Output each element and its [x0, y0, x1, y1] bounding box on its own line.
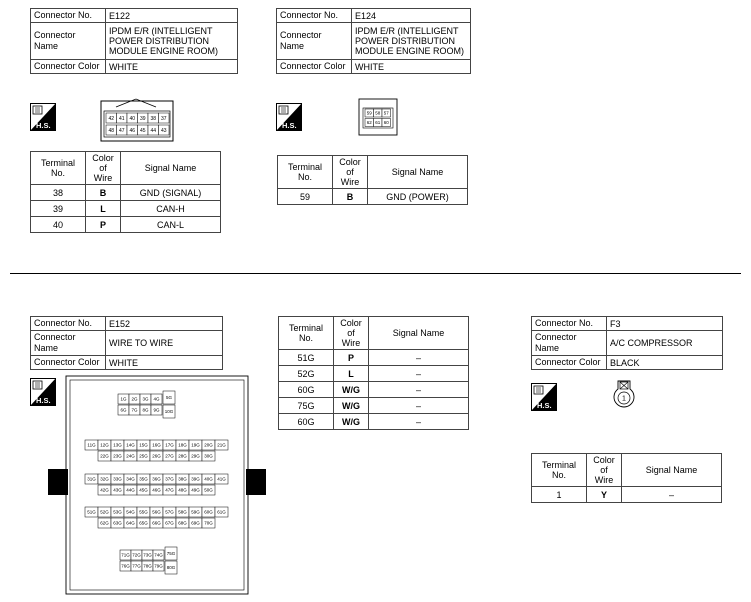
pin-label: 17G [165, 442, 174, 448]
f3-connector-no: F3 [607, 317, 723, 331]
pin-label: 38G [178, 476, 187, 482]
pin-label: 46 [129, 127, 136, 134]
terminal-no: 75G [279, 398, 334, 414]
wire-color: P [86, 217, 121, 233]
e152-connector-face [48, 374, 266, 596]
e152-signal-header: Signal Name [369, 317, 469, 350]
pin-label: 43G [113, 487, 122, 493]
pin-label: 19G [191, 442, 200, 448]
pin-label: 7G [131, 407, 138, 413]
pin-label: 42 [108, 115, 115, 122]
pin-label: 51G [87, 509, 96, 515]
signal-name: GND (SIGNAL) [121, 185, 221, 201]
e124-color-header: Color of Wire [333, 156, 368, 189]
pin-label: 34G [126, 476, 135, 482]
pin-label: 66G [152, 520, 161, 526]
pin-label: 69G [191, 520, 200, 526]
pin-label: 40 [129, 115, 136, 122]
pin-label: 22G [100, 453, 109, 459]
pin-label: 16G [152, 442, 161, 448]
e124-connector-name-label: Connector Name [277, 23, 352, 60]
terminal-row [279, 382, 469, 398]
pin-label: 36G [152, 476, 161, 482]
e152-connector-name: WIRE TO WIRE [106, 331, 223, 356]
pin-label: 37G [165, 476, 174, 482]
pin-label: 64G [126, 520, 135, 526]
e152-connector-info [30, 316, 223, 370]
pin-label: 54G [126, 509, 135, 515]
wire-color: Y [587, 487, 622, 503]
terminal-no: 51G [279, 350, 334, 366]
pin-label: 63G [113, 520, 122, 526]
terminal-no: 38 [31, 185, 86, 201]
pin-label: 48G [178, 487, 187, 493]
e124-connector-no-label: Connector No. [277, 9, 352, 23]
pin-label: 13G [113, 442, 122, 448]
pin-label: 61 [375, 120, 381, 126]
pin-label: 53G [113, 509, 122, 515]
pin-label: 44G [126, 487, 135, 493]
e124-terminal-no-header: Terminal No. [278, 156, 333, 189]
terminal-row [31, 217, 221, 233]
e152-terminal-table [278, 316, 469, 430]
pin-label: 42G [100, 487, 109, 493]
pin-label: 65G [139, 520, 148, 526]
wire-color: B [86, 185, 121, 201]
pin-label: 12G [100, 442, 109, 448]
pin-label: 58 [375, 110, 381, 116]
terminal-row [31, 185, 221, 201]
wire-color: W/G [334, 398, 369, 414]
pin-label: 61G [217, 509, 226, 515]
e124-connector-color: WHITE [352, 60, 471, 74]
e124-connector-info [276, 8, 471, 74]
signal-name: – [369, 366, 469, 382]
pin-label: 47 [118, 127, 125, 134]
wire-color: W/G [334, 382, 369, 398]
pin-label: 45 [139, 127, 146, 134]
pin-label: 77G [132, 563, 141, 569]
f3-terminal-table [531, 453, 722, 503]
terminal-no: 59 [278, 189, 333, 205]
pin-label: 80G [166, 565, 176, 571]
f3-connector-name: A/C COMPRESSOR [607, 331, 723, 356]
e122-terminal-table [30, 151, 221, 233]
pin-label: 38 [150, 115, 157, 122]
pin-label: 26G [152, 453, 161, 459]
pin-label: 29G [191, 453, 200, 459]
pin-label: 20G [204, 442, 213, 448]
signal-name: GND (POWER) [368, 189, 468, 205]
terminal-no: 1 [532, 487, 587, 503]
pin-label: 9G [153, 407, 160, 413]
e122-connector-face [100, 97, 174, 142]
pin-label: 47G [165, 487, 174, 493]
pin-label: 58G [178, 509, 187, 515]
terminal-row [279, 350, 469, 366]
pin-label: 62G [100, 520, 109, 526]
e122-signal-header: Signal Name [121, 152, 221, 185]
pin-label: 30G [204, 453, 213, 459]
e124-terminal-table [277, 155, 468, 205]
pin-label: 35G [139, 476, 148, 482]
pin-label: 45G [139, 487, 148, 493]
pin-label: 55G [139, 509, 148, 515]
pin-label: 28G [178, 453, 187, 459]
wire-color: P [334, 350, 369, 366]
pin-label: 5G [165, 395, 173, 401]
e122-connector-color-label: Connector Color [31, 60, 106, 74]
terminal-row [532, 487, 722, 503]
pin-label: 33G [113, 476, 122, 482]
pin-label: 41G [217, 476, 226, 482]
f3-connector-info [531, 316, 723, 370]
signal-name: – [369, 414, 469, 430]
pin-label: 21G [217, 442, 226, 448]
e152-connector-color: WHITE [106, 356, 223, 370]
pin-label: 59 [366, 110, 372, 116]
pin-label: 4G [153, 396, 160, 402]
hs-icon [30, 103, 56, 131]
e152-connector-color-label: Connector Color [31, 356, 106, 370]
f3-connector-color-label: Connector Color [532, 356, 607, 370]
hs-label: H.S. [282, 121, 297, 130]
e124-connector-color-label: Connector Color [277, 60, 352, 74]
pin-label: 14G [126, 442, 135, 448]
e122-connector-color: WHITE [106, 60, 238, 74]
hs-icon [276, 103, 302, 131]
e152-terminal-no-header: Terminal No. [279, 317, 334, 350]
f3-connector-color: BLACK [607, 356, 723, 370]
terminal-no: 52G [279, 366, 334, 382]
pin-label: 15G [139, 442, 148, 448]
pin-label: 25G [139, 453, 148, 459]
e124-connector-no: E124 [352, 9, 471, 23]
f3-color-header: Color of Wire [587, 454, 622, 487]
pin-label: 18G [178, 442, 187, 448]
pin-label: 11G [87, 442, 96, 448]
e122-connector-info [30, 8, 238, 74]
pin-label: 60G [204, 509, 213, 515]
signal-name: – [369, 398, 469, 414]
f3-connector-name-label: Connector Name [532, 331, 607, 356]
signal-name: – [622, 487, 722, 503]
section-divider [10, 273, 741, 274]
e124-signal-header: Signal Name [368, 156, 468, 189]
e122-connector-name: IPDM E/R (INTELLIGENT POWER DISTRIBUTION MODULE ENGINE ROOM) [106, 23, 238, 60]
signal-name: CAN-L [121, 217, 221, 233]
hs-label: H.S. [36, 396, 51, 405]
pin-label: 56G [152, 509, 161, 515]
pin-label: 62 [366, 120, 372, 126]
e122-connector-name-label: Connector Name [31, 23, 106, 60]
f3-terminal-no-header: Terminal No. [532, 454, 587, 487]
signal-name: – [369, 350, 469, 366]
pin-label: 39G [191, 476, 200, 482]
pin-label: 79G [154, 563, 163, 569]
hs-label: H.S. [537, 401, 552, 410]
pin-label: 76G [121, 563, 130, 569]
pin-label: 39 [139, 115, 146, 122]
e122-terminal-no-header: Terminal No. [31, 152, 86, 185]
f3-connector-face [612, 379, 636, 411]
pin-label: 48 [108, 127, 115, 134]
terminal-no: 60G [279, 382, 334, 398]
e124-connector-face [358, 98, 398, 136]
e122-color-header: Color of Wire [86, 152, 121, 185]
signal-name: – [369, 382, 469, 398]
pin-label: 44 [150, 127, 157, 134]
pin-label: 31G [87, 476, 96, 482]
e152-color-header: Color of Wire [334, 317, 369, 350]
f3-signal-header: Signal Name [622, 454, 722, 487]
pin-label: 32G [100, 476, 109, 482]
hs-label: H.S. [36, 121, 51, 130]
pin-label: 27G [165, 453, 174, 459]
pin-label: 46G [152, 487, 161, 493]
pin-label: 57G [165, 509, 174, 515]
pin-label: 59G [191, 509, 200, 515]
pin-label: 73G [143, 552, 152, 558]
terminal-no: 40 [31, 217, 86, 233]
pin-label: 23G [113, 453, 122, 459]
e152-connector-no-label: Connector No. [31, 317, 106, 331]
pin-label: 72G [132, 552, 141, 558]
pin-label: 52G [100, 509, 109, 515]
pin-label: 1G [120, 396, 127, 402]
terminal-row [279, 398, 469, 414]
pin-label: 6G [120, 407, 127, 413]
hs-icon [531, 383, 557, 411]
e122-connector-no: E122 [106, 9, 238, 23]
e124-connector-name: IPDM E/R (INTELLIGENT POWER DISTRIBUTION MODULE ENGINE ROOM) [352, 23, 471, 60]
terminal-no: 39 [31, 201, 86, 217]
f3-pin-1: 1 [622, 395, 626, 403]
pin-label: 75G [166, 551, 176, 557]
wire-color: L [86, 201, 121, 217]
terminal-row [279, 414, 469, 430]
e122-connector-no-label: Connector No. [31, 9, 106, 23]
wire-color: L [334, 366, 369, 382]
f3-connector-no-label: Connector No. [532, 317, 607, 331]
pin-label: 41 [118, 115, 125, 122]
pin-label: 78G [143, 563, 152, 569]
pin-label: 2G [131, 396, 138, 402]
pin-label: 71G [121, 552, 130, 558]
pin-label: 3G [142, 396, 149, 402]
e152-connector-name-label: Connector Name [31, 331, 106, 356]
pin-label: 67G [165, 520, 174, 526]
pin-label: 8G [142, 407, 149, 413]
pin-label: 24G [126, 453, 135, 459]
terminal-row [279, 366, 469, 382]
pin-label: 57 [383, 110, 389, 116]
wire-color: W/G [334, 414, 369, 430]
terminal-row [31, 201, 221, 217]
pin-label: 68G [178, 520, 187, 526]
terminal-row [278, 189, 468, 205]
pin-label: 60 [383, 120, 389, 126]
pin-label: 49G [191, 487, 200, 493]
e152-connector-no: E152 [106, 317, 223, 331]
pin-label: 10G [164, 409, 174, 415]
pin-label: 43 [160, 127, 167, 134]
pin-label: 74G [154, 552, 163, 558]
pin-label: 40G [204, 476, 213, 482]
signal-name: CAN-H [121, 201, 221, 217]
pin-label: 37 [160, 115, 167, 122]
wire-color: B [333, 189, 368, 205]
terminal-no: 60G [279, 414, 334, 430]
pin-label: 50G [204, 487, 213, 493]
pin-label: 70G [204, 520, 213, 526]
